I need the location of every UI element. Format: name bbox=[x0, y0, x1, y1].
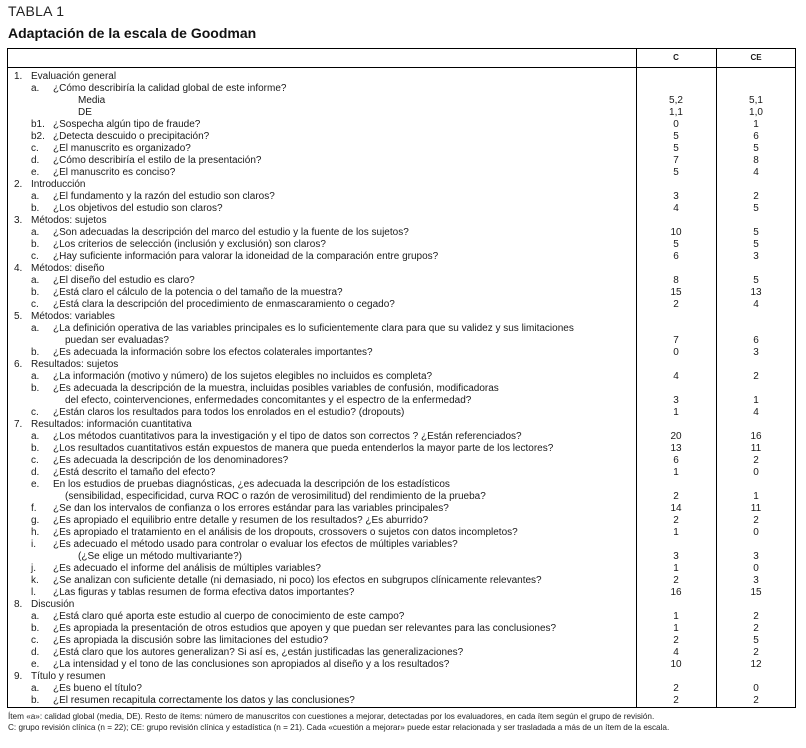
item-number: h. bbox=[31, 527, 40, 538]
column-header-ce: CE bbox=[750, 53, 762, 62]
item-number: a. bbox=[31, 227, 40, 238]
item-number: a. bbox=[31, 83, 40, 94]
item-text: del efecto, cointervenciones, enfermedades concomitantes y el espectro de la enfermedad? bbox=[65, 395, 472, 406]
table-row bbox=[8, 155, 795, 167]
table-row bbox=[8, 131, 795, 143]
item-number: g. bbox=[31, 515, 40, 526]
item-number: d. bbox=[31, 647, 40, 658]
item-number: 6. bbox=[14, 359, 23, 370]
value-ce: 11 bbox=[750, 443, 762, 454]
value-c: 10 bbox=[670, 659, 682, 670]
table-row bbox=[8, 635, 795, 647]
table-row bbox=[8, 695, 795, 707]
item-number: b1. bbox=[31, 119, 45, 130]
column-header-c: C bbox=[673, 53, 679, 62]
value-ce: 13 bbox=[750, 287, 762, 298]
table-row bbox=[8, 527, 795, 539]
table-row bbox=[8, 383, 795, 395]
item-text: (¿Se elige un método multivariante?) bbox=[78, 551, 242, 562]
value-ce: 6 bbox=[753, 131, 759, 142]
table-row bbox=[8, 203, 795, 215]
header-divider bbox=[8, 67, 795, 68]
value-ce: 2 bbox=[753, 695, 759, 706]
item-number: a. bbox=[31, 371, 40, 382]
item-text: ¿Las figuras y tablas resumen de forma efectiva datos importantes? bbox=[53, 587, 355, 598]
value-c: 1 bbox=[673, 467, 679, 478]
table-row bbox=[8, 419, 795, 431]
table-title: Adaptación de la escala de Goodman bbox=[8, 25, 257, 41]
table-row bbox=[8, 455, 795, 467]
table-row bbox=[8, 503, 795, 515]
table-row bbox=[8, 119, 795, 131]
item-number: c. bbox=[31, 299, 39, 310]
item-text: Media bbox=[78, 95, 106, 106]
item-number: d. bbox=[31, 155, 40, 166]
table-row bbox=[8, 311, 795, 323]
item-number: b. bbox=[31, 383, 40, 394]
value-ce: 12 bbox=[750, 659, 762, 670]
table-row bbox=[8, 671, 795, 683]
table-row bbox=[8, 539, 795, 551]
item-text: ¿El manuscrito es organizado? bbox=[53, 143, 191, 154]
value-c: 6 bbox=[673, 455, 679, 466]
item-number: b. bbox=[31, 695, 40, 706]
item-number: b. bbox=[31, 443, 40, 454]
value-c: 20 bbox=[670, 431, 682, 442]
table-row bbox=[8, 143, 795, 155]
item-text: Título y resumen bbox=[31, 671, 106, 682]
footnote: Ítem «a»: calidad global (media, DE). Resto de ítems: número de manuscritos con cuestiones a mejorar, detectadas por los evaluadores, en cada ítem según el grupo de revisión. bbox=[8, 712, 655, 721]
table-row bbox=[8, 467, 795, 479]
table-row bbox=[8, 599, 795, 611]
value-c: 5,2 bbox=[669, 95, 683, 106]
value-ce: 11 bbox=[750, 503, 762, 514]
table-row bbox=[8, 251, 795, 263]
table-row bbox=[8, 275, 795, 287]
value-c: 1 bbox=[673, 527, 679, 538]
value-ce: 2 bbox=[753, 371, 759, 382]
item-text: ¿La definición operativa de las variables principales es lo suficientemente clara para que su validez y sus limitaciones bbox=[53, 323, 574, 334]
value-c: 2 bbox=[673, 695, 679, 706]
table-row bbox=[8, 83, 795, 95]
value-ce: 2 bbox=[753, 623, 759, 634]
item-text: Métodos: diseño bbox=[31, 263, 105, 274]
item-number: b. bbox=[31, 287, 40, 298]
value-ce: 5 bbox=[753, 275, 759, 286]
value-c: 2 bbox=[673, 299, 679, 310]
value-ce: 0 bbox=[753, 527, 759, 538]
table-row bbox=[8, 407, 795, 419]
value-ce: 15 bbox=[750, 587, 762, 598]
item-text: ¿Detecta descuido o precipitación? bbox=[53, 131, 210, 142]
item-text: ¿Es apropiada la discusión sobre las limitaciones del estudio? bbox=[53, 635, 329, 646]
table-frame bbox=[7, 48, 796, 708]
table-row bbox=[8, 71, 795, 83]
table-row bbox=[8, 515, 795, 527]
item-text: ¿El manuscrito es conciso? bbox=[53, 167, 176, 178]
value-ce: 5 bbox=[753, 239, 759, 250]
value-c: 0 bbox=[673, 347, 679, 358]
value-c: 2 bbox=[673, 635, 679, 646]
item-text: ¿Hay suficiente información para valorar la idoneidad de la comparación entre grupos? bbox=[53, 251, 439, 262]
item-text: ¿Cómo describiría la calidad global de este informe? bbox=[53, 83, 287, 94]
value-c: 5 bbox=[673, 143, 679, 154]
value-c: 1 bbox=[673, 623, 679, 634]
table-row bbox=[8, 611, 795, 623]
value-c: 10 bbox=[670, 227, 682, 238]
item-number: a. bbox=[31, 611, 40, 622]
item-number: 2. bbox=[14, 179, 23, 190]
table-row bbox=[8, 263, 795, 275]
item-number: k. bbox=[31, 575, 39, 586]
item-text: ¿Está descrito el tamaño del efecto? bbox=[53, 467, 216, 478]
value-ce: 1,0 bbox=[749, 107, 763, 118]
value-ce: 5 bbox=[753, 143, 759, 154]
table-row bbox=[8, 215, 795, 227]
table-row bbox=[8, 179, 795, 191]
item-text: ¿El fundamento y la razón del estudio son claros? bbox=[53, 191, 275, 202]
item-text: Introducción bbox=[31, 179, 86, 190]
table-row bbox=[8, 587, 795, 599]
value-c: 6 bbox=[673, 251, 679, 262]
item-number: a. bbox=[31, 191, 40, 202]
table-row bbox=[8, 299, 795, 311]
value-ce: 2 bbox=[753, 611, 759, 622]
table-row bbox=[8, 683, 795, 695]
item-text: Evaluación general bbox=[31, 71, 117, 82]
item-text: ¿Es apropiada la presentación de otros estudios que apoyen y que puedan ser relevantes para las conclusiones? bbox=[53, 623, 557, 634]
value-c: 2 bbox=[673, 491, 679, 502]
item-number: a. bbox=[31, 275, 40, 286]
item-number: c. bbox=[31, 251, 39, 262]
value-c: 1 bbox=[673, 407, 679, 418]
value-ce: 0 bbox=[753, 467, 759, 478]
item-text: Métodos: variables bbox=[31, 311, 115, 322]
item-text: ¿Es adecuado el método usado para controlar o evaluar los efectos de múltiples variables? bbox=[53, 539, 458, 550]
table-row bbox=[8, 431, 795, 443]
item-number: 9. bbox=[14, 671, 23, 682]
item-number: 8. bbox=[14, 599, 23, 610]
table-row bbox=[8, 551, 795, 563]
value-c: 1,1 bbox=[669, 107, 683, 118]
item-number: d. bbox=[31, 467, 40, 478]
footnote: C: grupo revisión clínica (n = 22); CE: grupo revisión clínica y estadística (n = 21). Cada «cuestión a mejorar» puede estar relacionada y ser trasladada a más de un ítem de la escala. bbox=[8, 723, 670, 732]
item-text: ¿Son adecuadas la descripción del marco del estudio y la fuente de los sujetos? bbox=[53, 227, 409, 238]
item-text: ¿La información (motivo y número) de los sujetos elegibles no incluidos es completa? bbox=[53, 371, 433, 382]
value-ce: 8 bbox=[753, 155, 759, 166]
item-number: c. bbox=[31, 407, 39, 418]
value-ce: 3 bbox=[753, 251, 759, 262]
item-number: b2. bbox=[31, 131, 45, 142]
value-c: 0 bbox=[673, 119, 679, 130]
table-body bbox=[8, 71, 795, 707]
item-text: Resultados: sujetos bbox=[31, 359, 119, 370]
value-ce: 3 bbox=[753, 551, 759, 562]
item-number: b. bbox=[31, 203, 40, 214]
item-number: e. bbox=[31, 479, 40, 490]
item-text: ¿La intensidad y el tono de las conclusiones son apropiados al diseño y a los resultados? bbox=[53, 659, 450, 670]
value-ce: 4 bbox=[753, 299, 759, 310]
value-c: 5 bbox=[673, 131, 679, 142]
value-c: 14 bbox=[670, 503, 682, 514]
value-ce: 5,1 bbox=[749, 95, 763, 106]
item-number: c. bbox=[31, 143, 39, 154]
item-number: c. bbox=[31, 455, 39, 466]
item-text: ¿El resumen recapitula correctamente los datos y las conclusiones? bbox=[53, 695, 355, 706]
item-number: a. bbox=[31, 431, 40, 442]
value-ce: 4 bbox=[753, 167, 759, 178]
item-text: (sensibilidad, especificidad, curva ROC o razón de verosimilitud) del rendimiento de la prueba? bbox=[65, 491, 486, 502]
value-ce: 5 bbox=[753, 203, 759, 214]
value-ce: 4 bbox=[753, 407, 759, 418]
item-text: Discusión bbox=[31, 599, 75, 610]
item-number: e. bbox=[31, 659, 40, 670]
value-c: 4 bbox=[673, 203, 679, 214]
value-ce: 2 bbox=[753, 647, 759, 658]
value-ce: 6 bbox=[753, 335, 759, 346]
value-ce: 3 bbox=[753, 575, 759, 586]
value-c: 2 bbox=[673, 575, 679, 586]
item-text: En los estudios de pruebas diagnósticas, ¿es adecuada la descripción de los estadísticos bbox=[53, 479, 450, 490]
item-text: ¿Es bueno el título? bbox=[53, 683, 142, 694]
item-number: 7. bbox=[14, 419, 23, 430]
item-text: ¿Es apropiado el tratamiento en el análisis de los dropouts, crossovers o sujetos con datos incompletos? bbox=[53, 527, 518, 538]
value-c: 16 bbox=[670, 587, 682, 598]
item-text: Métodos: sujetos bbox=[31, 215, 107, 226]
value-c: 5 bbox=[673, 239, 679, 250]
item-text: ¿Está clara la descripción del procedimiento de enmascaramiento o cegado? bbox=[53, 299, 395, 310]
item-text: ¿Los criterios de selección (inclusión y exclusión) son claros? bbox=[53, 239, 326, 250]
value-ce: 3 bbox=[753, 347, 759, 358]
item-text: ¿Es adecuada la descripción de la muestra, incluidas posibles variables de confusión, modificadoras bbox=[53, 383, 499, 394]
item-number: b. bbox=[31, 347, 40, 358]
item-number: f. bbox=[31, 503, 37, 514]
item-number: c. bbox=[31, 635, 39, 646]
item-number: 4. bbox=[14, 263, 23, 274]
value-ce: 2 bbox=[753, 515, 759, 526]
item-text: ¿Es apropiado el equilibrio entre detalle y resumen de los resultados? ¿Es aburrido? bbox=[53, 515, 429, 526]
table-row bbox=[8, 371, 795, 383]
table-row bbox=[8, 479, 795, 491]
value-ce: 0 bbox=[753, 683, 759, 694]
item-text: ¿Cómo describiría el estilo de la presentación? bbox=[53, 155, 262, 166]
value-ce: 2 bbox=[753, 191, 759, 202]
value-c: 8 bbox=[673, 275, 679, 286]
footnotes bbox=[8, 711, 669, 733]
value-ce: 1 bbox=[753, 395, 759, 406]
value-c: 7 bbox=[673, 335, 679, 346]
item-text: ¿Es adecuado el informe del análisis de múltiples variables? bbox=[53, 563, 321, 574]
item-text: ¿Los objetivos del estudio son claros? bbox=[53, 203, 223, 214]
item-text: ¿Es adecuada la información sobre los efectos colaterales importantes? bbox=[53, 347, 373, 358]
value-c: 2 bbox=[673, 515, 679, 526]
value-c: 4 bbox=[673, 371, 679, 382]
value-ce: 5 bbox=[753, 227, 759, 238]
item-text: ¿Está claro que los autores generalizan? Si así es, ¿están justificadas las generalizaciones? bbox=[53, 647, 464, 658]
table-row bbox=[8, 647, 795, 659]
table-row bbox=[8, 491, 795, 503]
item-number: e. bbox=[31, 167, 40, 178]
table-row bbox=[8, 563, 795, 575]
table-row bbox=[8, 107, 795, 119]
value-c: 13 bbox=[670, 443, 682, 454]
item-text: ¿Se analizan con suficiente detalle (ni demasiado, ni poco) los efectos en subgrupos clínicamente relevantes? bbox=[53, 575, 542, 586]
item-number: i. bbox=[31, 539, 36, 550]
value-c: 15 bbox=[670, 287, 682, 298]
table-row bbox=[8, 227, 795, 239]
value-c: 3 bbox=[673, 551, 679, 562]
value-ce: 16 bbox=[750, 431, 762, 442]
value-c: 1 bbox=[673, 563, 679, 574]
item-text: ¿Los métodos cuantitativos para la investigación y el tipo de datos son correctos ? ¿Están referenciados? bbox=[53, 431, 522, 442]
table-row bbox=[8, 167, 795, 179]
value-c: 7 bbox=[673, 155, 679, 166]
table-row bbox=[8, 335, 795, 347]
item-number: j. bbox=[31, 563, 36, 574]
value-c: 1 bbox=[673, 611, 679, 622]
table-label: TABLA 1 bbox=[8, 3, 65, 19]
value-c: 3 bbox=[673, 191, 679, 202]
value-c: 4 bbox=[673, 647, 679, 658]
table-row bbox=[8, 659, 795, 671]
item-number: l. bbox=[31, 587, 36, 598]
item-text: ¿Sospecha algún tipo de fraude? bbox=[53, 119, 201, 130]
item-number: 5. bbox=[14, 311, 23, 322]
item-text: ¿Está claro qué aporta este estudio al cuerpo de conocimiento de este campo? bbox=[53, 611, 405, 622]
item-number: b. bbox=[31, 239, 40, 250]
value-ce: 0 bbox=[753, 563, 759, 574]
item-number: a. bbox=[31, 683, 40, 694]
table-row bbox=[8, 95, 795, 107]
value-ce: 1 bbox=[753, 119, 759, 130]
table-row bbox=[8, 575, 795, 587]
item-text: ¿Se dan los intervalos de confianza o los errores estándar para las variables principales? bbox=[53, 503, 449, 514]
item-text: puedan ser evaluadas? bbox=[65, 335, 169, 346]
table-row bbox=[8, 239, 795, 251]
item-text: Resultados: información cuantitativa bbox=[31, 419, 192, 430]
table-row bbox=[8, 623, 795, 635]
value-c: 3 bbox=[673, 395, 679, 406]
table-row bbox=[8, 359, 795, 371]
table-row bbox=[8, 347, 795, 359]
item-text: ¿El diseño del estudio es claro? bbox=[53, 275, 195, 286]
value-ce: 1 bbox=[753, 491, 759, 502]
item-text: DE bbox=[78, 107, 92, 118]
table-row bbox=[8, 443, 795, 455]
table-row bbox=[8, 191, 795, 203]
value-ce: 5 bbox=[753, 635, 759, 646]
table-row bbox=[8, 395, 795, 407]
item-text: ¿Están claros los resultados para todos los enrolados en el estudio? (dropouts) bbox=[53, 407, 405, 418]
value-ce: 2 bbox=[753, 455, 759, 466]
value-c: 5 bbox=[673, 167, 679, 178]
item-number: 3. bbox=[14, 215, 23, 226]
item-number: 1. bbox=[14, 71, 23, 82]
table-row bbox=[8, 287, 795, 299]
item-number: b. bbox=[31, 623, 40, 634]
item-text: ¿Los resultados cuantitativos están expuestos de manera que pueda entenderlos la mayor parte de los lectores? bbox=[53, 443, 554, 454]
item-text: ¿Está claro el cálculo de la potencia o del tamaño de la muestra? bbox=[53, 287, 343, 298]
item-text: ¿Es adecuada la descripción de los denominadores? bbox=[53, 455, 289, 466]
value-c: 2 bbox=[673, 683, 679, 694]
item-number: a. bbox=[31, 323, 40, 334]
table-row bbox=[8, 323, 795, 335]
